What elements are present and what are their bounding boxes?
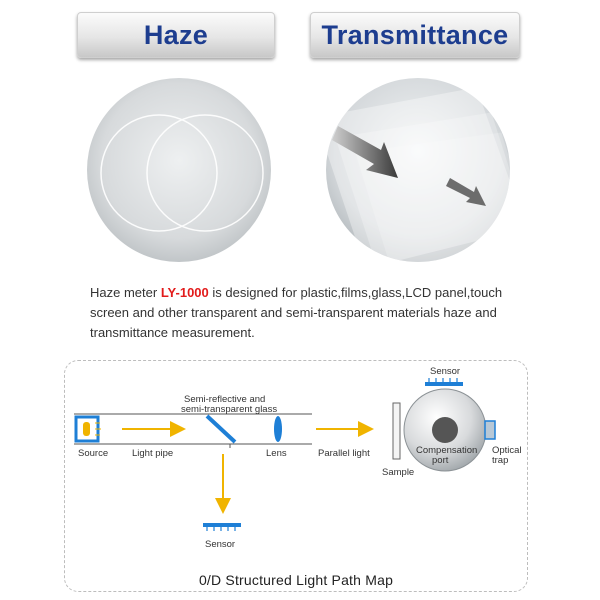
label-optical-trap-line2: trap — [492, 455, 509, 466]
label-optical-trap-line1: Optical — [492, 445, 522, 456]
transmittance-illustration — [326, 78, 510, 262]
description-text: is designed for plastic,films,glass,LCD panel,touch screen and other transparent and semi-transparent materials haze and transmittance measurement. — [90, 285, 503, 340]
model-name: LY-1000 — [160, 285, 209, 300]
label-compensation-line1: Compensation — [416, 445, 478, 456]
sample-plate — [393, 403, 400, 459]
source-lamp — [76, 417, 101, 441]
label-sensor-top: Sensor — [430, 366, 461, 377]
product-description — [90, 283, 520, 343]
label-source: Source — [78, 448, 109, 459]
haze-banner — [77, 12, 275, 58]
lens-icon — [274, 416, 282, 442]
label-lens: Lens — [266, 448, 287, 459]
light-beams — [122, 429, 370, 510]
transmittance-banner — [310, 12, 520, 58]
label-glass-line1: Semi-reflective and — [184, 394, 266, 405]
label-light-pipe: Light pipe — [132, 448, 174, 459]
label-sample: Sample — [382, 467, 415, 478]
label-parallel-light: Parallel light — [318, 448, 370, 459]
beam-splitter-glass — [207, 416, 235, 442]
transmittance-title: Transmittance — [321, 19, 509, 50]
bottom-sensor — [203, 523, 241, 531]
label-compensation-line2: port — [432, 455, 449, 466]
label-glass-line2: semi-transparent glass — [181, 404, 278, 415]
haze-illustration — [87, 78, 271, 262]
top-sensor — [425, 378, 463, 386]
integrating-sphere — [404, 389, 495, 471]
description-prefix: Haze meter — [90, 285, 161, 300]
light-path-drawing — [64, 350, 528, 580]
label-sensor-bottom: Sensor — [205, 539, 236, 550]
haze-title: Haze — [143, 19, 209, 50]
diagram-title: 0/D Structured Light Path Map — [198, 572, 394, 588]
